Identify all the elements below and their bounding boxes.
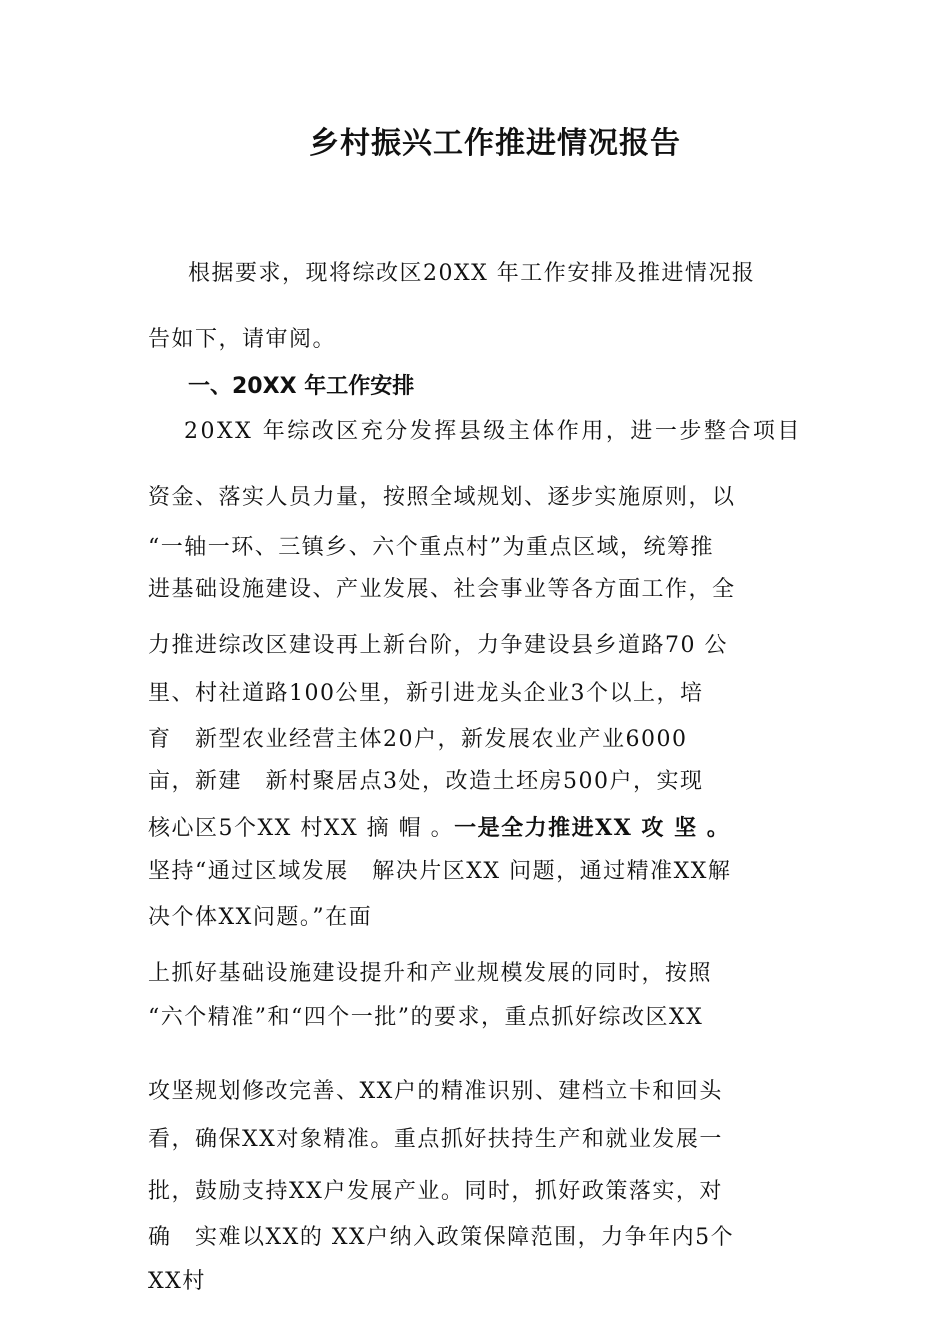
body-line-5: 力推进综改区建设再上新台阶，力争建设县乡道路70 公 xyxy=(148,633,728,658)
body-line-2: 资金、落实人员力量，按照全域规划、逐步实施原则，以 xyxy=(148,485,736,510)
body-line-17: 确 实难以XX的 XX户纳入政策保障范围，力争年内5个 xyxy=(148,1225,735,1250)
section-heading: 一、20XX 年工作安排 xyxy=(188,374,415,399)
body-line-14: 攻坚规划修改完善、XX户的精准识别、建档立卡和回头 xyxy=(148,1079,723,1104)
body-line-10: 坚持“通过区域发展 解决片区XX 问题，通过精准XX解 xyxy=(148,859,732,884)
body-line-1: 20XX 年综改区充分发挥县级主体作用，进一步整合项目 xyxy=(184,419,802,444)
intro-line-2: 告如下，请审阅。 xyxy=(148,327,337,352)
body-line-6: 里、村社道路100公里，新引进龙头企业3个以上，培 xyxy=(148,681,704,706)
body-line-4: 进基础设施建设、产业发展、社会事业等各方面工作，全 xyxy=(148,577,736,602)
intro-line-1: 根据要求，现将综改区20XX 年工作安排及推进情况报 xyxy=(188,261,756,286)
body-line-7: 育 新型农业经营主体20户，新发展农业产业6000 xyxy=(148,727,688,752)
document-title: 乡村振兴工作推进情况报告 xyxy=(309,126,681,161)
body-line-15: 看，确保XX对象精准。重点抓好扶持生产和就业发展一 xyxy=(148,1127,723,1152)
body-line-18: XX村 xyxy=(148,1269,206,1294)
body-line-11: 决个体XX问题。”在面 xyxy=(148,905,373,930)
body-line-9-text: 核心区5个XX 村XX 摘 帽 。 xyxy=(148,816,455,841)
body-line-13: “六个精准”和“四个一批”的要求，重点抓好综改区XX xyxy=(148,1005,704,1030)
bold-subheading: 一是全力推进XX 攻 坚 。 xyxy=(454,815,731,841)
body-line-9 xyxy=(148,812,730,845)
body-line-8: 亩，新建 新村聚居点3处，改造土坯房500户，实现 xyxy=(148,769,704,794)
body-line-12: 上抓好基础设施建设提升和产业规模发展的同时，按照 xyxy=(148,961,713,986)
body-line-3: “一轴一环、三镇乡、六个重点村”为重点区域，统筹推 xyxy=(148,535,714,560)
body-line-16: 批，鼓励支持XX户发展产业。同时，抓好政策落实，对 xyxy=(148,1179,723,1204)
